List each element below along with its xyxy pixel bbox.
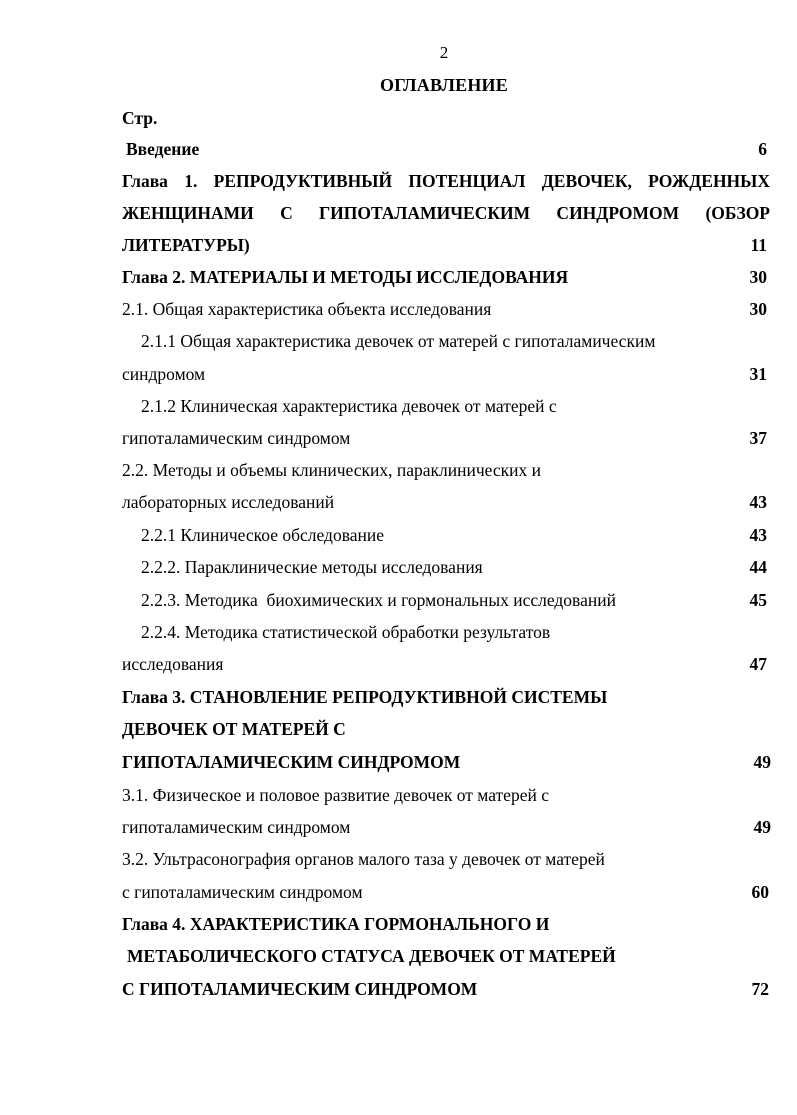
toc-entry-2-1	[0, 295, 797, 323]
page-number: 2	[439, 43, 449, 62]
toc-entry-page: 44	[749, 557, 767, 577]
toc-entry-3-1-line-1	[0, 781, 797, 809]
toc-entry-page: 43	[749, 525, 767, 545]
toc-entry-text: 2.2.2. Параклинические методы исследования	[141, 557, 483, 577]
toc-entry-2-1-2-line-1	[0, 392, 797, 420]
toc-entry-text: Глава 3. СТАНОВЛЕНИЕ РЕПРОДУКТИВНОЙ СИСТЕМЫ	[122, 687, 608, 707]
toc-entry-page: 72	[751, 979, 769, 999]
toc-entry-text: исследования	[122, 654, 224, 674]
toc-entry-3-2-line-2	[0, 878, 797, 906]
toc-entry-page: 31	[749, 364, 767, 384]
toc-entry-page: 60	[751, 882, 769, 902]
toc-entry-text: 2.2.1 Клиническое обследование	[141, 525, 385, 545]
toc-entry-page: 30	[749, 299, 767, 319]
toc-entry-text: 3.2. Ультрасонография органов малого таза у девочек от матерей	[122, 849, 605, 869]
toc-entry-text: гипоталамическим синдромом	[122, 428, 351, 448]
toc-entry-3-2-line-1	[0, 845, 797, 873]
toc-entry-chapter-1-line-1	[0, 167, 797, 195]
toc-entry-text: Глава 1. РЕПРОДУКТИВНЫЙ ПОТЕНЦИАЛ ДЕВОЧЕК, РОЖДЕННЫХ	[122, 171, 770, 191]
toc-entry-2-2-4-line-1	[0, 618, 797, 646]
page-column-label-row	[0, 104, 797, 132]
toc-entry-page: 11	[750, 235, 767, 255]
toc-entry-chapter-1-line-3	[0, 231, 797, 259]
toc-entry-text: Глава 4. ХАРАКТЕРИСТИКА ГОРМОНАЛЬНОГО И	[122, 914, 550, 934]
toc-entry-text: Введение	[126, 139, 200, 159]
toc-entry-page: 43	[749, 492, 767, 512]
toc-entry-text: 3.1. Физическое и половое развитие девочек от матерей с	[122, 785, 549, 805]
toc-entry-page: 49	[753, 817, 771, 837]
toc-entry-chapter-2	[0, 263, 797, 291]
toc-entry-chapter-4-line-2	[0, 942, 797, 970]
toc-entry-text: Глава 2. МАТЕРИАЛЫ И МЕТОДЫ ИССЛЕДОВАНИЯ	[122, 267, 569, 287]
toc-entry-chapter-4-line-1	[0, 910, 797, 938]
toc-entry-text: С ГИПОТАЛАМИЧЕСКИМ СИНДРОМОМ	[122, 979, 478, 999]
toc-entry-text: лабораторных исследований	[122, 492, 335, 512]
toc-entry-text: 2.2.3. Методика биохимических и гормональных исследований	[141, 590, 616, 610]
toc-entry-2-2-line-1	[0, 456, 797, 484]
toc-entry-chapter-3-line-2	[0, 715, 797, 743]
toc-entry-text: 2.1.1 Общая характеристика девочек от матерей с гипоталамическим	[141, 331, 656, 351]
toc-entry-text: ДЕВОЧЕК ОТ МАТЕРЕЙ С	[122, 719, 346, 739]
toc-entry-2-1-1-line-2	[0, 360, 797, 388]
toc-entry-chapter-3-line-1	[0, 683, 797, 711]
toc-entry-text: 2.2.4. Методика статистической обработки результатов	[141, 622, 551, 642]
toc-entry-page: 6	[758, 139, 767, 159]
toc-entry-2-2-4-line-2	[0, 650, 797, 678]
toc-entry-introduction	[0, 135, 797, 163]
toc-entry-text: с гипоталамическим синдромом	[122, 882, 363, 902]
toc-entry-page: 47	[749, 654, 767, 674]
toc-entry-page: 37	[749, 428, 767, 448]
toc-entry-text: ЛИТЕРАТУРЫ)	[122, 235, 250, 255]
toc-entry-text: синдромом	[122, 364, 206, 384]
toc-entry-3-1-line-2	[0, 813, 797, 841]
toc-entry-text: 2.1. Общая характеристика объекта исследования	[122, 299, 492, 319]
toc-entry-page: 45	[749, 590, 767, 610]
toc-entry-text: МЕТАБОЛИЧЕСКОГО СТАТУСА ДЕВОЧЕК ОТ МАТЕРЕЙ	[127, 946, 616, 966]
toc-entry-page: 49	[753, 752, 771, 772]
toc-entry-2-1-2-line-2	[0, 424, 797, 452]
toc-entry-text: гипоталамическим синдромом	[122, 817, 351, 837]
toc-entry-2-1-1-line-1	[0, 327, 797, 355]
toc-entry-2-2-3	[0, 586, 797, 614]
toc-entry-chapter-3-line-3	[0, 748, 797, 776]
toc-entry-text: 2.1.2 Клиническая характеристика девочек от матерей с	[141, 396, 557, 416]
toc-entry-text: 2.2. Методы и объемы клинических, параклинических и	[122, 460, 541, 480]
page-title: ОГЛАВЛЕНИЕ	[380, 75, 508, 95]
toc-entry-2-2-1	[0, 521, 797, 549]
toc-entry-2-2-line-2	[0, 488, 797, 516]
page-column-label: Стр.	[122, 108, 158, 128]
toc-entry-chapter-4-line-3	[0, 975, 797, 1003]
toc-entry-text: ГИПОТАЛАМИЧЕСКИМ СИНДРОМОМ	[122, 752, 461, 772]
toc-entry-chapter-1-line-2	[0, 199, 797, 227]
toc-entry-2-2-2	[0, 553, 797, 581]
toc-entry-page: 30	[749, 267, 767, 287]
toc-entry-text: ЖЕНЩИНАМИ С ГИПОТАЛАМИЧЕСКИМ СИНДРОМОМ (ОБЗОР	[122, 203, 770, 223]
